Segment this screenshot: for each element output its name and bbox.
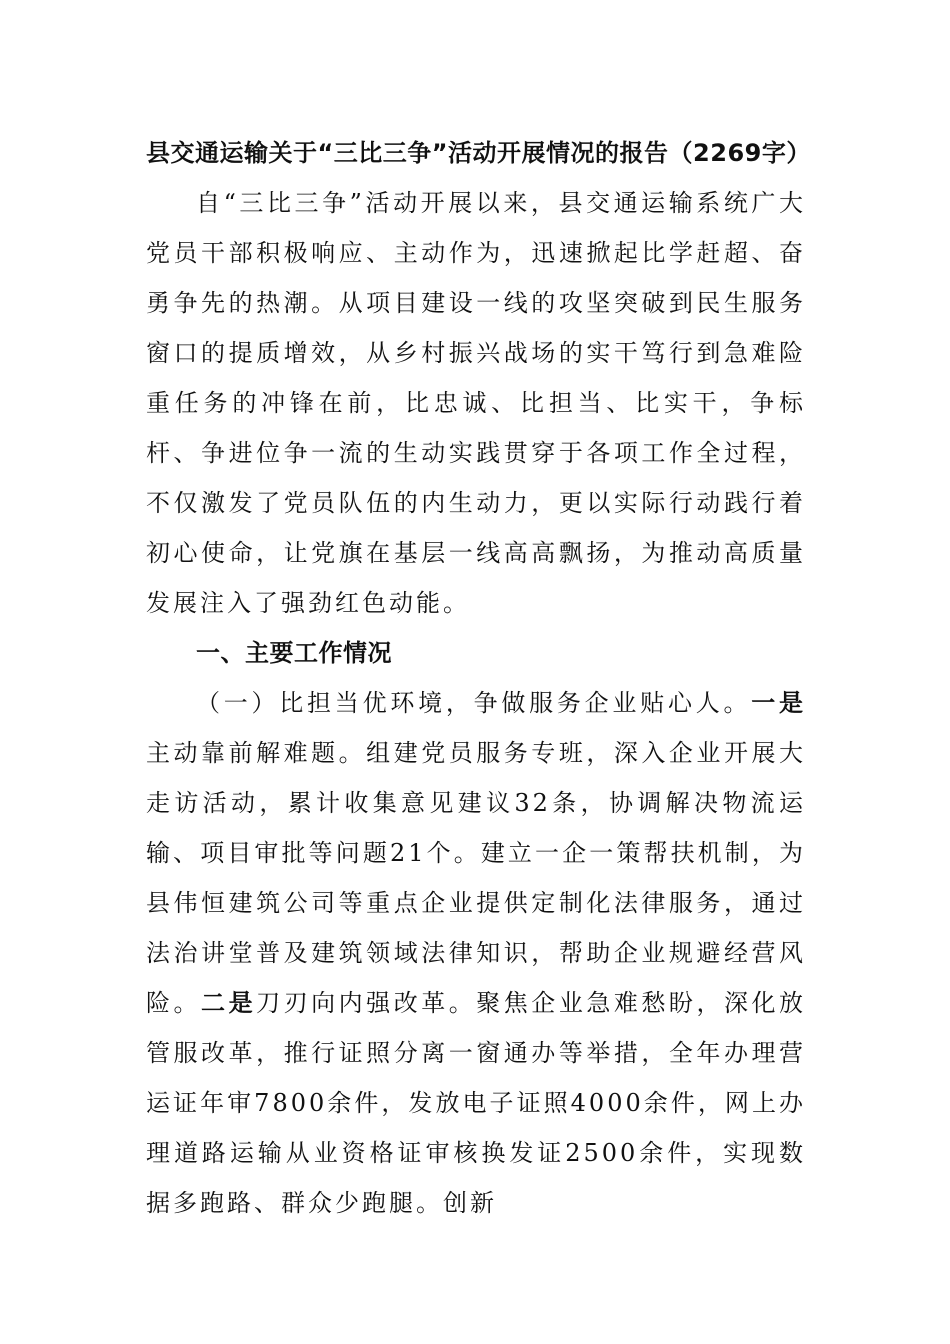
point-text-2: 刀刃向内强改革。聚焦企业急难愁盼，深化放管服改革，推行证照分离一窗通办等举措，全年办理营运证年审7800余件，发放电子证照4000余件，网上办理道路运输从业资格证审核换发证2500余件，实现数据多跑路、群众少跑腿。创新 (146, 989, 807, 1217)
subsection-paragraph (146, 678, 806, 1228)
point-label-1: 一是 (751, 689, 807, 717)
point-label-2: 二是 (201, 989, 257, 1017)
intro-paragraph: 自“三比三争”活动开展以来，县交通运输系统广大党员干部积极响应、主动作为，迅速掀起比学赶超、奋勇争先的热潮。从项目建设一线的攻坚突破到民生服务窗口的提质增效，从乡村振兴战场的实干笃行到急难险重任务的冲锋在前，比忠诚、比担当、比实干，争标杆、争进位争一流的生动实践贯穿于各项工作全过程，不仅激发了党员队伍的内生动力，更以实际行动践行着初心使命，让党旗在基层一线高高飘扬，为推动高质量发展注入了强劲红色动能。 (146, 189, 806, 617)
document-title: 县交通运输关于“三比三争”活动开展情况的报告（2269字） (146, 139, 811, 167)
document-body (146, 128, 811, 1228)
point-text-1: 主动靠前解难题。组建党员服务专班，深入企业开展大走访活动，累计收集意见建议32条，协调解决物流运输、项目审批等问题21个。建立一企一策帮扶机制，为县伟恒建筑公司等重点企业提供定制化法律服务，通过法治讲堂普及建筑领域法律知识，帮助企业规避经营风险。 (146, 739, 806, 1017)
section-heading: 一、主要工作情况 (196, 639, 392, 667)
subsection-lead: （一）比担当优环境，争做服务企业贴心人。 (196, 689, 752, 717)
